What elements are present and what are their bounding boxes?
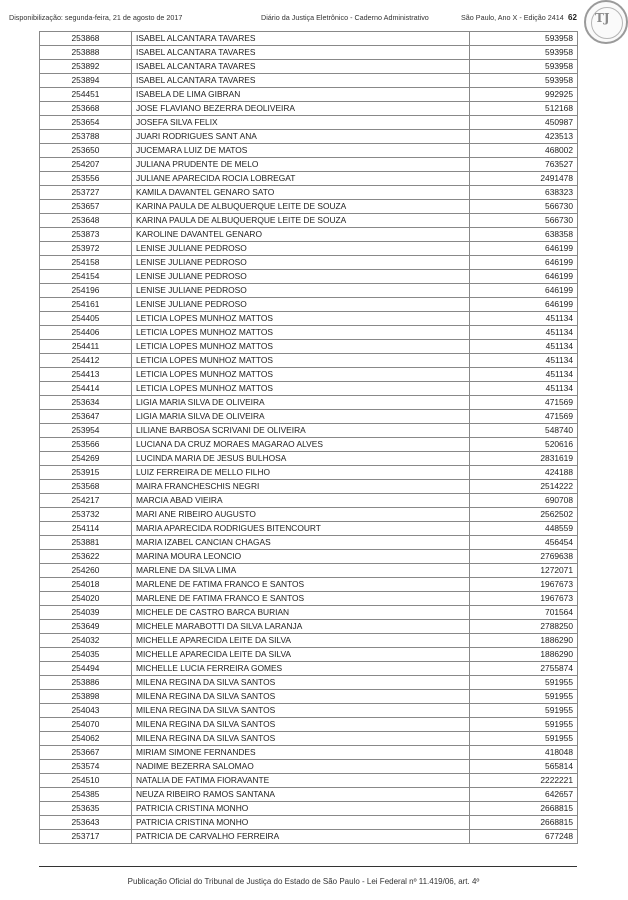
record-id-cell: 254406 (40, 326, 132, 340)
record-id-cell: 254494 (40, 662, 132, 676)
table-row (40, 662, 578, 676)
name-cell: MILENA REGINA DA SILVA SANTOS (132, 690, 470, 704)
value-cell: 2668815 (470, 802, 578, 816)
name-cell: MAIRA FRANCHESCHIS NEGRI (132, 480, 470, 494)
name-cell: MARLENE DE FATIMA FRANCO E SANTOS (132, 578, 470, 592)
table-row (40, 480, 578, 494)
record-id-cell: 254217 (40, 494, 132, 508)
value-cell: 520616 (470, 438, 578, 452)
value-cell: 1886290 (470, 634, 578, 648)
table-row (40, 522, 578, 536)
record-id-cell: 253868 (40, 32, 132, 46)
name-cell: LENISE JULIANE PEDROSO (132, 284, 470, 298)
table-row (40, 340, 578, 354)
value-cell: 690708 (470, 494, 578, 508)
table-row (40, 494, 578, 508)
table-row (40, 256, 578, 270)
table-row (40, 802, 578, 816)
record-id-cell: 253649 (40, 620, 132, 634)
table-row (40, 214, 578, 228)
name-cell: MILENA REGINA DA SILVA SANTOS (132, 732, 470, 746)
value-cell: 1967673 (470, 578, 578, 592)
value-cell: 1886290 (470, 648, 578, 662)
record-id-cell: 253788 (40, 130, 132, 144)
record-id-cell: 254039 (40, 606, 132, 620)
record-id-cell: 253727 (40, 186, 132, 200)
value-cell: 424188 (470, 466, 578, 480)
name-cell: MILENA REGINA DA SILVA SANTOS (132, 704, 470, 718)
value-cell: 566730 (470, 214, 578, 228)
name-cell: LIGIA MARIA SILVA DE OLIVEIRA (132, 410, 470, 424)
record-id-cell: 253881 (40, 536, 132, 550)
value-cell: 451134 (470, 312, 578, 326)
record-id-cell: 253888 (40, 46, 132, 60)
name-cell: LETICIA LOPES MUNHOZ MATTOS (132, 326, 470, 340)
value-cell: 565814 (470, 760, 578, 774)
value-cell: 451134 (470, 382, 578, 396)
value-cell: 646199 (470, 256, 578, 270)
value-cell: 2831619 (470, 452, 578, 466)
records-table-body (40, 32, 578, 844)
name-cell: MARCIA ABAD VIEIRA (132, 494, 470, 508)
table-row (40, 536, 578, 550)
name-cell: MARI ANE RIBEIRO AUGUSTO (132, 508, 470, 522)
name-cell: ISABEL ALCANTARA TAVARES (132, 46, 470, 60)
value-cell: 448559 (470, 522, 578, 536)
name-cell: PATRICIA CRISTINA MONHO (132, 802, 470, 816)
footer-divider (39, 866, 577, 867)
value-cell: 566730 (470, 200, 578, 214)
value-cell: 2491478 (470, 172, 578, 186)
table-row (40, 284, 578, 298)
record-id-cell: 253915 (40, 466, 132, 480)
table-row (40, 592, 578, 606)
seal-lettering: TJ (595, 11, 610, 25)
record-id-cell: 254414 (40, 382, 132, 396)
name-cell: MICHELLE APARECIDA LEITE DA SILVA (132, 634, 470, 648)
table-row (40, 144, 578, 158)
table-row (40, 200, 578, 214)
table-row (40, 578, 578, 592)
name-cell: ISABEL ALCANTARA TAVARES (132, 32, 470, 46)
name-cell: ISABEL ALCANTARA TAVARES (132, 60, 470, 74)
value-cell: 456454 (470, 536, 578, 550)
record-id-cell: 253556 (40, 172, 132, 186)
name-cell: LETICIA LOPES MUNHOZ MATTOS (132, 382, 470, 396)
table-row (40, 116, 578, 130)
value-cell: 591955 (470, 718, 578, 732)
table-row (40, 186, 578, 200)
value-cell: 593958 (470, 74, 578, 88)
name-cell: MARLENE DA SILVA LIMA (132, 564, 470, 578)
value-cell: 677248 (470, 830, 578, 844)
name-cell: LETICIA LOPES MUNHOZ MATTOS (132, 368, 470, 382)
table-row (40, 816, 578, 830)
value-cell: 1967673 (470, 592, 578, 606)
name-cell: MARINA MOURA LEONCIO (132, 550, 470, 564)
name-cell: MICHELE MARABOTTI DA SILVA LARANJA (132, 620, 470, 634)
record-id-cell: 254385 (40, 788, 132, 802)
record-id-cell: 254161 (40, 298, 132, 312)
table-row (40, 172, 578, 186)
name-cell: KAROLINE DAVANTEL GENARO (132, 228, 470, 242)
record-id-cell: 253954 (40, 424, 132, 438)
table-row (40, 438, 578, 452)
record-id-cell: 254114 (40, 522, 132, 536)
record-id-cell: 253654 (40, 116, 132, 130)
table-row (40, 788, 578, 802)
name-cell: JULIANA PRUDENTE DE MELO (132, 158, 470, 172)
value-cell: 450987 (470, 116, 578, 130)
value-cell: 701564 (470, 606, 578, 620)
value-cell: 418048 (470, 746, 578, 760)
record-id-cell: 253622 (40, 550, 132, 564)
value-cell: 471569 (470, 410, 578, 424)
table-row (40, 620, 578, 634)
table-row (40, 690, 578, 704)
table-row (40, 368, 578, 382)
record-id-cell: 254154 (40, 270, 132, 284)
name-cell: ISABEL ALCANTARA TAVARES (132, 74, 470, 88)
availability-date: Disponibilização: segunda-feira, 21 de agosto de 2017 (9, 13, 183, 22)
record-id-cell: 253568 (40, 480, 132, 494)
record-id-cell: 253635 (40, 802, 132, 816)
value-cell: 451134 (470, 326, 578, 340)
name-cell: JUCEMARA LUIZ DE MATOS (132, 144, 470, 158)
record-id-cell: 253643 (40, 816, 132, 830)
name-cell: JULIANE APARECIDA ROCIA LOBREGAT (132, 172, 470, 186)
value-cell: 468002 (470, 144, 578, 158)
name-cell: MARLENE DE FATIMA FRANCO E SANTOS (132, 592, 470, 606)
name-cell: MILENA REGINA DA SILVA SANTOS (132, 718, 470, 732)
name-cell: LUCIANA DA CRUZ MORAES MAGARAO ALVES (132, 438, 470, 452)
records-table (39, 31, 578, 844)
table-row (40, 648, 578, 662)
name-cell: LENISE JULIANE PEDROSO (132, 242, 470, 256)
value-cell: 591955 (470, 732, 578, 746)
record-id-cell: 254411 (40, 340, 132, 354)
record-id-cell: 254412 (40, 354, 132, 368)
name-cell: PATRICIA CRISTINA MONHO (132, 816, 470, 830)
name-cell: LETICIA LOPES MUNHOZ MATTOS (132, 340, 470, 354)
name-cell: LUCINDA MARIA DE JESUS BULHOSA (132, 452, 470, 466)
table-row (40, 382, 578, 396)
name-cell: JUARI RODRIGUES SANT ANA (132, 130, 470, 144)
table-row (40, 746, 578, 760)
name-cell: JOSEFA SILVA FELIX (132, 116, 470, 130)
table-row (40, 228, 578, 242)
value-cell: 992925 (470, 88, 578, 102)
value-cell: 2668815 (470, 816, 578, 830)
table-row (40, 130, 578, 144)
page-number: 62 (568, 13, 577, 22)
name-cell: MILENA REGINA DA SILVA SANTOS (132, 676, 470, 690)
value-cell: 451134 (470, 368, 578, 382)
name-cell: PATRICIA DE CARVALHO FERREIRA (132, 830, 470, 844)
table-row (40, 32, 578, 46)
table-row (40, 466, 578, 480)
value-cell: 638323 (470, 186, 578, 200)
record-id-cell: 253892 (40, 60, 132, 74)
name-cell: MICHELLE LUCIA FERREIRA GOMES (132, 662, 470, 676)
record-id-cell: 254035 (40, 648, 132, 662)
name-cell: KARINA PAULA DE ALBUQUERQUE LEITE DE SOUZA (132, 214, 470, 228)
record-id-cell: 253717 (40, 830, 132, 844)
name-cell: LIGIA MARIA SILVA DE OLIVEIRA (132, 396, 470, 410)
table-row (40, 396, 578, 410)
name-cell: KAMILA DAVANTEL GENARO SATO (132, 186, 470, 200)
table-row (40, 74, 578, 88)
name-cell: LENISE JULIANE PEDROSO (132, 270, 470, 284)
value-cell: 1272071 (470, 564, 578, 578)
table-row (40, 508, 578, 522)
value-cell: 471569 (470, 396, 578, 410)
court-seal-icon (584, 0, 628, 44)
record-id-cell: 254413 (40, 368, 132, 382)
name-cell: KARINA PAULA DE ALBUQUERQUE LEITE DE SOUZA (132, 200, 470, 214)
record-id-cell: 253894 (40, 74, 132, 88)
record-id-cell: 254269 (40, 452, 132, 466)
value-cell: 2788250 (470, 620, 578, 634)
record-id-cell: 253972 (40, 242, 132, 256)
table-row (40, 60, 578, 74)
record-id-cell: 254260 (40, 564, 132, 578)
value-cell: 646199 (470, 242, 578, 256)
record-id-cell: 254062 (40, 732, 132, 746)
record-id-cell: 254032 (40, 634, 132, 648)
name-cell: LENISE JULIANE PEDROSO (132, 298, 470, 312)
value-cell: 451134 (470, 340, 578, 354)
page-header (9, 13, 577, 25)
record-id-cell: 254158 (40, 256, 132, 270)
record-id-cell: 254405 (40, 312, 132, 326)
name-cell: LETICIA LOPES MUNHOZ MATTOS (132, 354, 470, 368)
record-id-cell: 253566 (40, 438, 132, 452)
table-row (40, 298, 578, 312)
record-id-cell: 254196 (40, 284, 132, 298)
table-row (40, 732, 578, 746)
value-cell: 2222221 (470, 774, 578, 788)
value-cell: 646199 (470, 270, 578, 284)
table-row (40, 550, 578, 564)
table-row (40, 410, 578, 424)
record-id-cell: 253732 (40, 508, 132, 522)
value-cell: 642657 (470, 788, 578, 802)
record-id-cell: 253650 (40, 144, 132, 158)
record-id-cell: 253574 (40, 760, 132, 774)
value-cell: 2514222 (470, 480, 578, 494)
table-row (40, 354, 578, 368)
name-cell: MIRIAM SIMONE FERNANDES (132, 746, 470, 760)
name-cell: LETICIA LOPES MUNHOZ MATTOS (132, 312, 470, 326)
name-cell: NADIME BEZERRA SALOMAO (132, 760, 470, 774)
value-cell: 593958 (470, 60, 578, 74)
table-row (40, 676, 578, 690)
table-row (40, 88, 578, 102)
name-cell: MARIA IZABEL CANCIAN CHAGAS (132, 536, 470, 550)
name-cell: MARIA APARECIDA RODRIGUES BITENCOURT (132, 522, 470, 536)
value-cell: 512168 (470, 102, 578, 116)
table-row (40, 564, 578, 578)
name-cell: NATALIA DE FATIMA FIORAVANTE (132, 774, 470, 788)
record-id-cell: 254510 (40, 774, 132, 788)
record-id-cell: 253873 (40, 228, 132, 242)
value-cell: 2769638 (470, 550, 578, 564)
name-cell: MICHELE DE CASTRO BARCA BURIAN (132, 606, 470, 620)
table-row (40, 326, 578, 340)
table-row (40, 606, 578, 620)
table-row (40, 452, 578, 466)
record-id-cell: 253898 (40, 690, 132, 704)
value-cell: 2755874 (470, 662, 578, 676)
record-id-cell: 254020 (40, 592, 132, 606)
value-cell: 451134 (470, 354, 578, 368)
name-cell: LILIANE BARBOSA SCRIVANI DE OLIVEIRA (132, 424, 470, 438)
value-cell: 591955 (470, 690, 578, 704)
value-cell: 646199 (470, 298, 578, 312)
value-cell: 591955 (470, 676, 578, 690)
record-id-cell: 254018 (40, 578, 132, 592)
table-row (40, 774, 578, 788)
table-row (40, 102, 578, 116)
name-cell: LENISE JULIANE PEDROSO (132, 256, 470, 270)
value-cell: 593958 (470, 32, 578, 46)
table-row (40, 242, 578, 256)
name-cell: LUIZ FERREIRA DE MELLO FILHO (132, 466, 470, 480)
value-cell: 638358 (470, 228, 578, 242)
record-id-cell: 253647 (40, 410, 132, 424)
value-cell: 763527 (470, 158, 578, 172)
record-id-cell: 254207 (40, 158, 132, 172)
record-id-cell: 253657 (40, 200, 132, 214)
table-row (40, 158, 578, 172)
value-cell: 593958 (470, 46, 578, 60)
record-id-cell: 254451 (40, 88, 132, 102)
value-cell: 591955 (470, 704, 578, 718)
record-id-cell: 253668 (40, 102, 132, 116)
record-id-cell: 253886 (40, 676, 132, 690)
record-id-cell: 253634 (40, 396, 132, 410)
journal-title: Diário da Justiça Eletrônico - Caderno Administrativo (261, 13, 429, 22)
edition-info: São Paulo, Ano X - Edição 2414 (461, 13, 564, 22)
table-row (40, 424, 578, 438)
value-cell: 2562502 (470, 508, 578, 522)
value-cell: 423513 (470, 130, 578, 144)
page-footer: Publicação Oficial do Tribunal de Justiça do Estado de São Paulo - Lei Federal nº 11.419/06, art. 4º (127, 877, 480, 886)
table-row (40, 760, 578, 774)
table-row (40, 704, 578, 718)
table-row (40, 312, 578, 326)
name-cell: ISABELA DE LIMA GIBRAN (132, 88, 470, 102)
table-row (40, 830, 578, 844)
value-cell: 646199 (470, 284, 578, 298)
name-cell: MICHELLE APARECIDA LEITE DA SILVA (132, 648, 470, 662)
record-id-cell: 254043 (40, 704, 132, 718)
table-row (40, 46, 578, 60)
table-row (40, 718, 578, 732)
table-row (40, 270, 578, 284)
record-id-cell: 253648 (40, 214, 132, 228)
table-row (40, 634, 578, 648)
name-cell: JOSE FLAVIANO BEZERRA DEOLIVEIRA (132, 102, 470, 116)
record-id-cell: 254070 (40, 718, 132, 732)
value-cell: 548740 (470, 424, 578, 438)
record-id-cell: 253667 (40, 746, 132, 760)
name-cell: NEUZA RIBEIRO RAMOS SANTANA (132, 788, 470, 802)
